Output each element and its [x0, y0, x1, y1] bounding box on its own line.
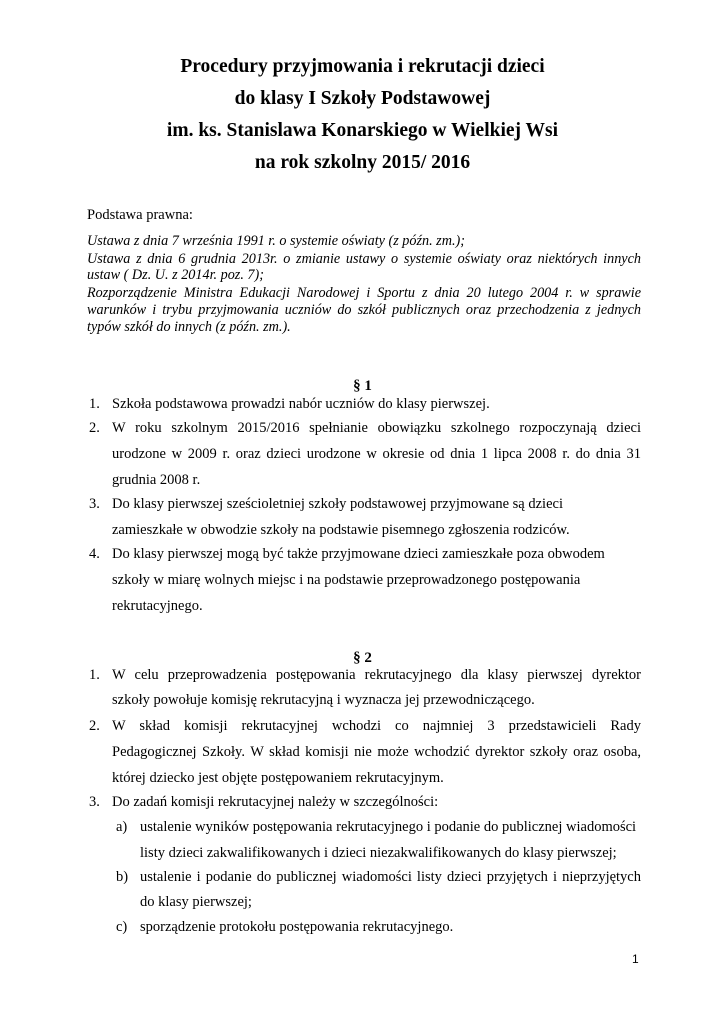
sublist-item-text: listy dzieci zakwalifikowanych i dzieci niezakwalifikowanych do klasy pierwszej;: [140, 845, 617, 861]
list-item-text: zamieszkałe w obwodzie szkoły na podstawie pisemnego zgłoszenia rodziców.: [112, 522, 570, 538]
title-line-2: do klasy I Szkoły Podstawowej: [234, 88, 491, 109]
sublist-item-text: sporządzenie protokołu postępowania rekrutacyjnego.: [140, 919, 454, 935]
legal-basis-line: ustaw ( Dz. U. z 2014r. poz. 7);: [87, 267, 264, 283]
list-item-text: Szkoła podstawowa prowadzi nabór uczniów do klasy pierwszej.: [112, 396, 490, 412]
list-item-text: rekrutacyjnego.: [112, 598, 203, 614]
section-1-heading: § 1: [353, 378, 372, 394]
title-line-1: Procedury przyjmowania i rekrutacji dzieci: [180, 56, 545, 77]
list-item-text: Do klasy pierwszej mogą być także przyjmowane dzieci zamieszkałe poza obwodem: [112, 546, 605, 562]
list-number: 3.: [89, 496, 100, 512]
list-item-text: urodzone w 2009 r. oraz dzieci urodzone w okresie od dnia 1 lipca 2008 r. do dnia 31: [112, 446, 641, 462]
list-item-text: grudnia 2008 r.: [112, 472, 201, 488]
list-item-text: W celu przeprowadzenia postępowania rekrutacyjnego dla klasy pierwszej dyrektor: [112, 667, 641, 683]
legal-basis-line: typów szkół do innych (z późn. zm.).: [87, 319, 291, 335]
page-number: 1: [632, 952, 639, 966]
sublist-item-text: do klasy pierwszej;: [140, 894, 252, 910]
legal-basis-line: warunków i trybu przyjmowania uczniów do szkół publicznych oraz przechodzenia z jednych: [87, 302, 641, 318]
sublist-item-text: ustalenie wyników postępowania rekrutacyjnego i podanie do publicznej wiadomości: [140, 819, 637, 835]
sublist-letter: a): [116, 819, 128, 835]
list-item-text: W roku szkolnym 2015/2016 spełnianie obowiązku szkolnego rozpoczynają dzieci: [112, 420, 641, 436]
list-number: 4.: [89, 546, 100, 562]
list-number: 2.: [89, 420, 100, 436]
legal-basis-label: Podstawa prawna:: [87, 207, 193, 223]
list-item-text: Pedagogicznej Szkoły. W skład komisji nie może wchodzić dyrektor szkoły oraz osoba,: [112, 744, 641, 760]
sublist-letter: b): [116, 869, 129, 885]
sublist-letter: c): [116, 919, 128, 935]
list-item-text: W skład komisji rekrutacyjnej wchodzi co najmniej 3 przedstawicieli Rady: [112, 718, 641, 734]
list-item-text: szkoły powołuje komisję rekrutacyjną i wyznacza jej przewodniczącego.: [112, 692, 535, 708]
list-number: 1.: [89, 667, 100, 683]
list-item-text: której dziecko jest objęte postępowaniem rekrutacyjnym.: [112, 770, 444, 786]
sublist-item-text: ustalenie i podanie do publicznej wiadomości listy dzieci przyjętych i nieprzyjętych: [140, 869, 641, 885]
legal-basis-line: Ustawa z dnia 7 września 1991 r. o systemie oświaty (z późn. zm.);: [87, 233, 465, 249]
legal-basis-line: Ustawa z dnia 6 grudnia 2013r. o zmianie ustawy o systemie oświaty oraz niektórych innych: [87, 251, 641, 267]
list-item-text: Do klasy pierwszej sześcioletniej szkoły podstawowej przyjmowane są dzieci: [112, 496, 563, 512]
list-number: 1.: [89, 396, 100, 412]
list-number: 3.: [89, 794, 100, 810]
title-line-3: im. ks. Stanislawa Konarskiego w Wielkiej Wsi: [166, 120, 559, 141]
list-item-text: Do zadań komisji rekrutacyjnej należy w szczególności:: [112, 794, 439, 810]
section-2-heading: § 2: [353, 650, 372, 666]
title-line-4: na rok szkolny 2015/ 2016: [254, 152, 471, 173]
list-number: 2.: [89, 718, 100, 734]
legal-basis-line: Rozporządzenie Ministra Edukacji Narodowej i Sportu z dnia 20 lutego 2004 r. w sprawie: [87, 285, 641, 301]
list-item-text: szkoły w miarę wolnych miejsc i na podstawie przeprowadzonego postępowania: [112, 572, 581, 588]
